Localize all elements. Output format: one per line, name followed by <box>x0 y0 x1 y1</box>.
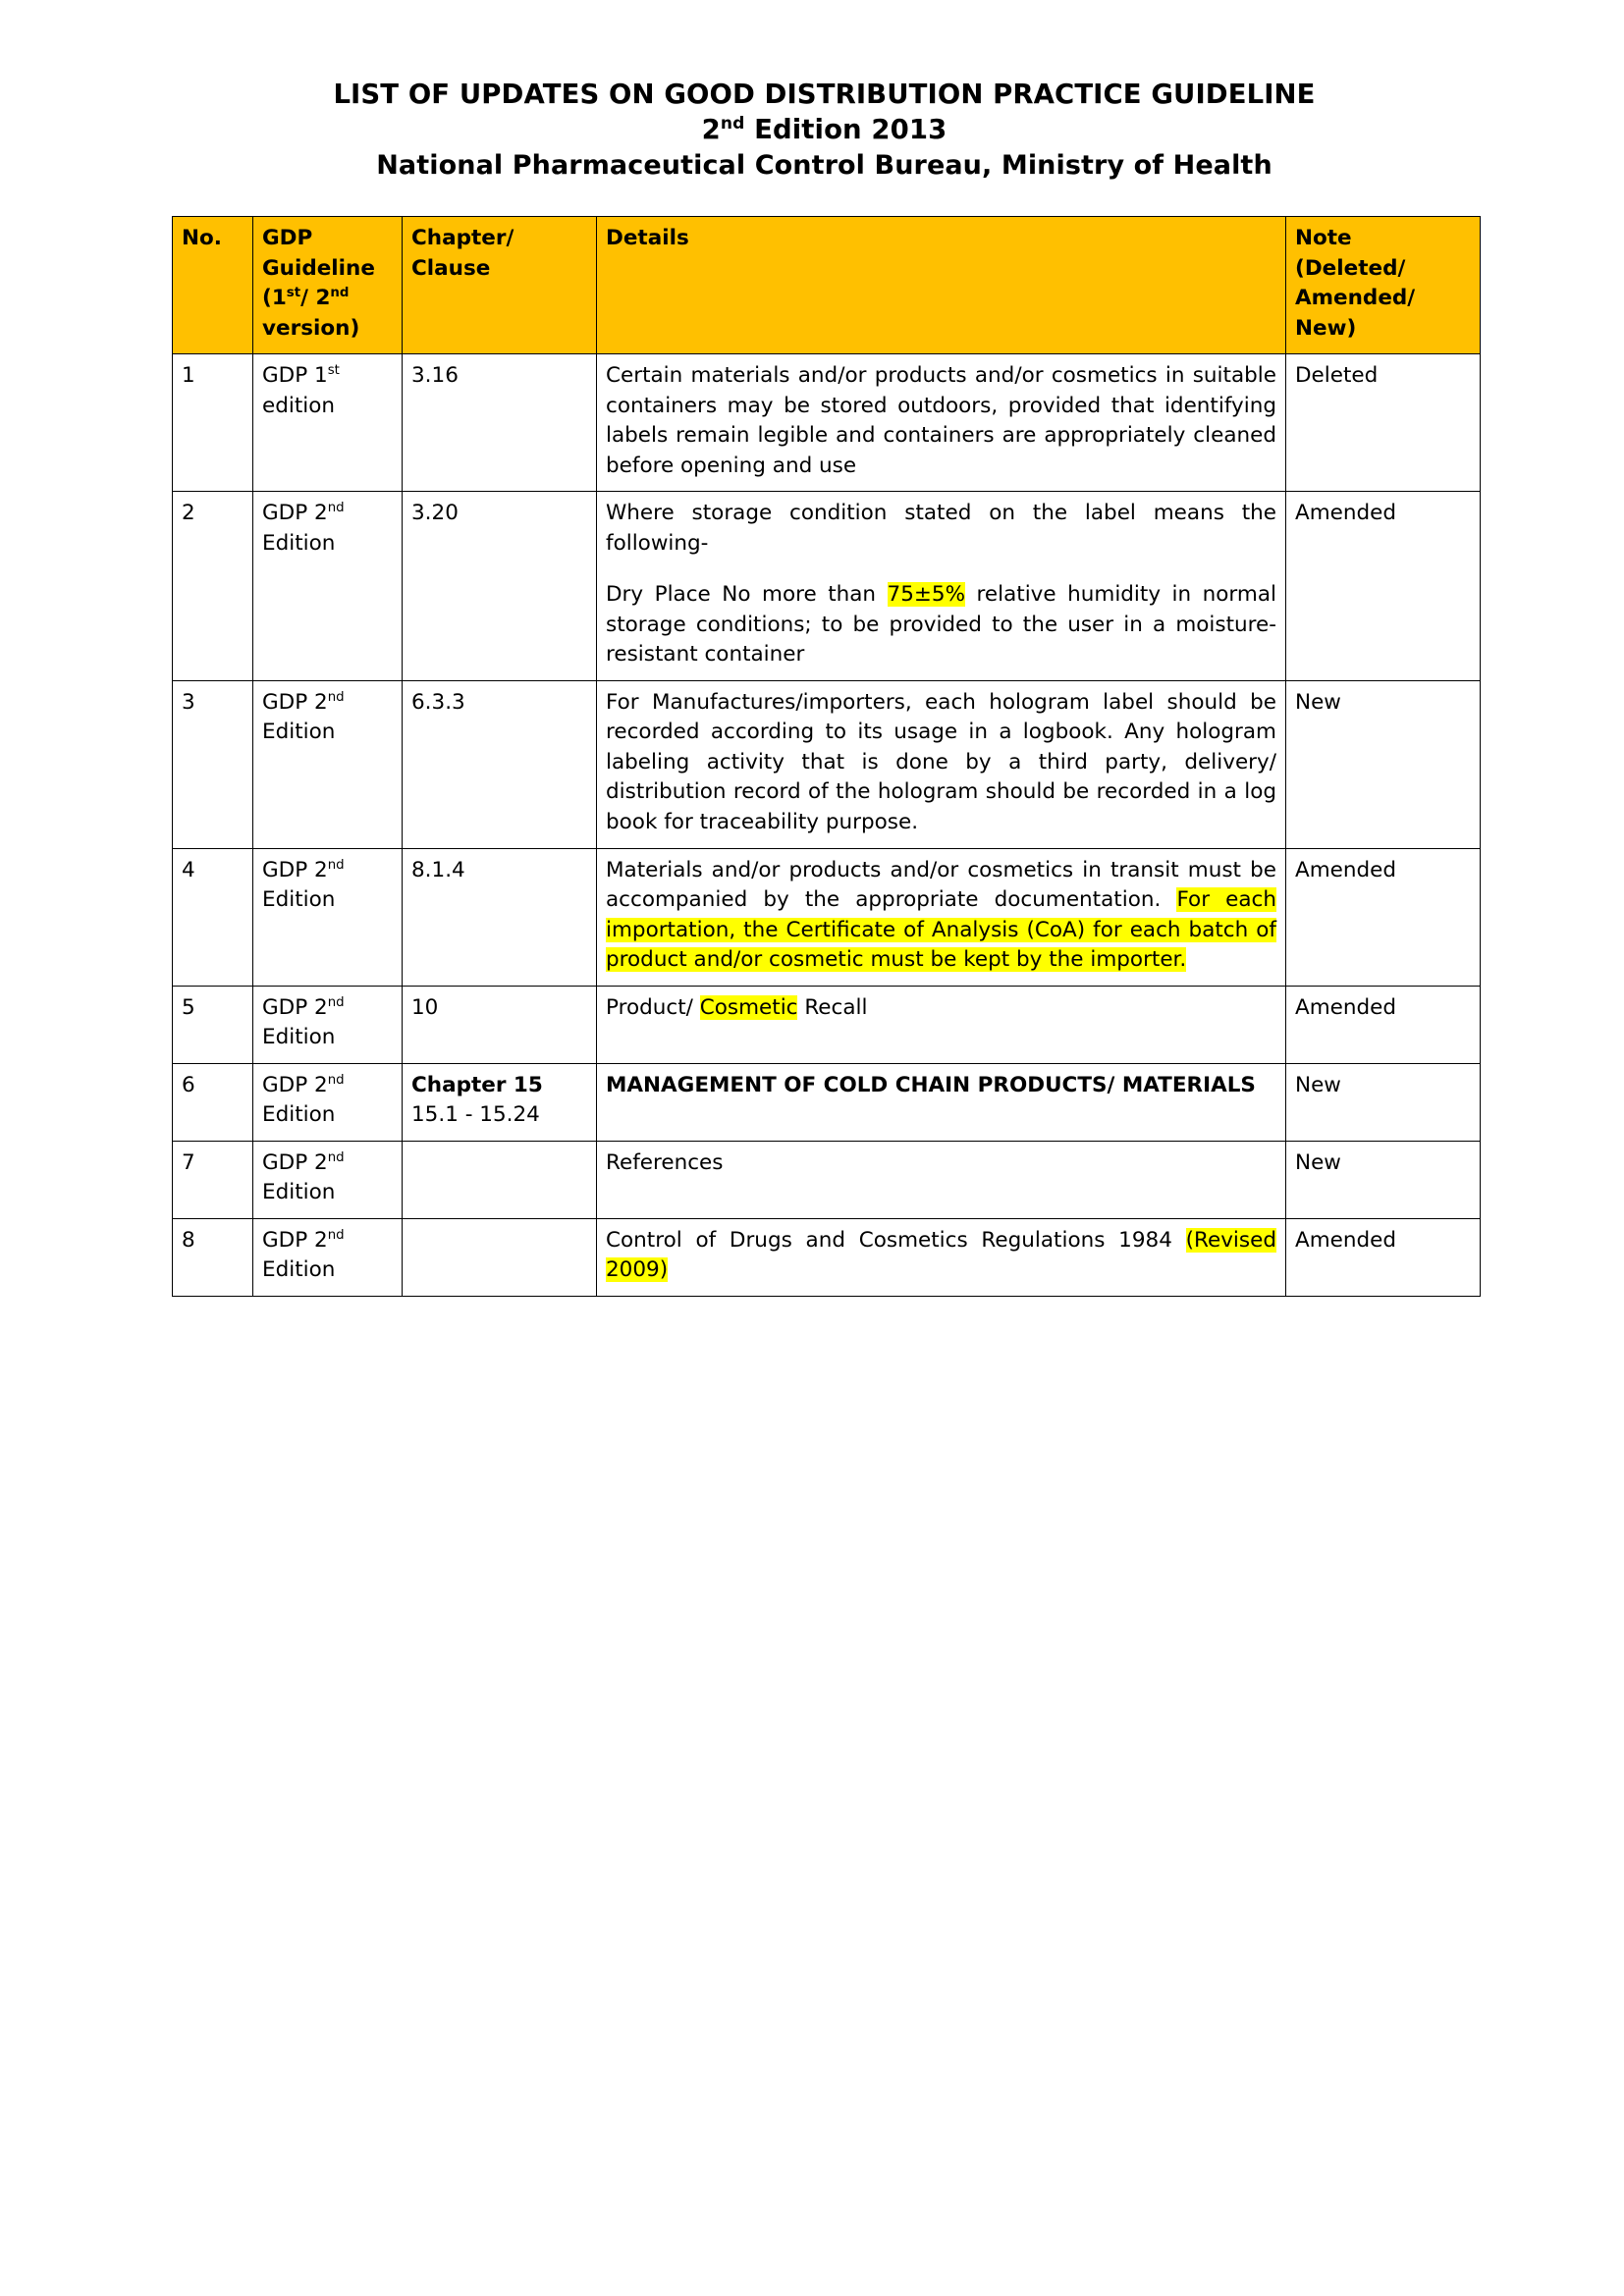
cell-details-text: References <box>606 1149 724 1175</box>
cell-guideline-prefix: GDP 2 <box>262 1149 328 1175</box>
column-header-guideline-sup2: nd <box>330 286 350 301</box>
cell-guideline-prefix: GDP 2 <box>262 689 328 715</box>
cell-details <box>597 354 1286 492</box>
column-header-guideline-sup1: st <box>286 286 301 301</box>
details-text-after-highlight: relative humidity in normal storage conditions; to be provided to the user in a moisture-resistant container <box>606 582 1276 667</box>
details-text-before-highlight: Materials and/or products and/or cosmetics in transit must be accompanied by the appropriate documentation. <box>606 857 1276 913</box>
cell-chapter: 3.20 <box>403 492 597 681</box>
cell-guideline-suffix: Edition <box>262 1257 336 1283</box>
highlighted-text: 75±5% <box>887 582 966 608</box>
column-header-note <box>1286 217 1481 354</box>
title-line-2 <box>172 112 1477 147</box>
cell-chapter-range: 15.1 - 15.24 <box>411 1102 540 1128</box>
column-header-guideline-line1: GDP <box>262 226 313 251</box>
cell-note: New <box>1286 680 1481 848</box>
cell-guideline-sup: st <box>327 363 340 379</box>
table-row <box>173 1141 1481 1218</box>
cell-guideline-sup: nd <box>327 857 345 873</box>
cell-no: 5 <box>173 986 253 1063</box>
cell-guideline <box>253 986 403 1063</box>
column-header-note-line3: Amended/ <box>1295 286 1416 311</box>
table-row <box>173 492 1481 681</box>
cell-no: 6 <box>173 1063 253 1141</box>
cell-guideline-prefix: GDP 2 <box>262 501 328 526</box>
cell-guideline-sup: nd <box>327 994 345 1010</box>
table-row <box>173 848 1481 986</box>
cell-no: 4 <box>173 848 253 986</box>
cell-guideline <box>253 492 403 681</box>
details-text-before-highlight: Dry Place No more than <box>606 582 888 608</box>
column-header-chapter-line2: Clause <box>411 255 491 281</box>
highlighted-text: Cosmetic <box>699 994 798 1020</box>
cell-details <box>597 986 1286 1063</box>
cell-guideline-suffix: edition <box>262 393 336 418</box>
highlighted-text: (Revised 2009) <box>606 1227 1276 1283</box>
cell-details-paragraph-2 <box>606 580 1276 670</box>
cell-chapter <box>403 1063 597 1141</box>
cell-guideline <box>253 1141 403 1218</box>
cell-note: New <box>1286 1063 1481 1141</box>
column-header-chapter <box>403 217 597 354</box>
column-header-no: No. <box>173 217 253 354</box>
title-line-2-suffix: Edition 2013 <box>744 114 947 146</box>
title-line-3: National Pharmaceutical Control Bureau, Ministry of Health <box>376 149 1272 181</box>
column-header-note-line1: Note <box>1295 226 1352 251</box>
cell-guideline <box>253 1063 403 1141</box>
cell-guideline-prefix: GDP 2 <box>262 1227 328 1253</box>
cell-guideline-suffix: Edition <box>262 887 336 913</box>
table-row <box>173 1218 1481 1296</box>
cell-guideline-suffix: Edition <box>262 1102 336 1128</box>
cell-guideline-prefix: GDP 2 <box>262 857 328 882</box>
cell-guideline-suffix: Edition <box>262 1025 336 1050</box>
cell-details <box>597 680 1286 848</box>
cell-note: Amended <box>1286 1218 1481 1296</box>
cell-details-text <box>606 1226 1276 1286</box>
cell-guideline-prefix: GDP 2 <box>262 994 328 1020</box>
cell-details <box>597 848 1286 986</box>
updates-table <box>172 216 1481 1296</box>
column-header-chapter-line1: Chapter/ <box>411 226 514 251</box>
cell-note: Amended <box>1286 492 1481 681</box>
cell-chapter-bold: Chapter 15 <box>411 1072 543 1097</box>
column-header-details: Details <box>597 217 1286 354</box>
highlighted-text: For each importation, the Certificate of Analysis (CoA) for each batch of product and/or cosmetic must be kept by the importer. <box>606 887 1277 973</box>
cell-note: Deleted <box>1286 354 1481 492</box>
cell-details <box>597 1218 1286 1296</box>
cell-details-text <box>606 856 1276 976</box>
cell-chapter: 6.3.3 <box>403 680 597 848</box>
column-header-guideline-line3b: / 2 <box>300 286 331 311</box>
cell-details <box>597 492 1286 681</box>
cell-chapter: 10 <box>403 986 597 1063</box>
cell-guideline <box>253 680 403 848</box>
table-header-row <box>173 217 1481 354</box>
table-row <box>173 680 1481 848</box>
cell-details-text: For Manufactures/importers, each hologram label should be recorded according to its usage in a logbook. Any hologram labeling activity that is done by a third party, delivery/ distribution record of the hologram should be recorded in a log book for traceability purpose. <box>606 689 1276 834</box>
cell-guideline-suffix: Edition <box>262 530 336 556</box>
cell-guideline-sup: nd <box>327 1072 345 1088</box>
cell-details-paragraph-1: Where storage condition stated on the label means the following- <box>606 501 1276 556</box>
cell-details <box>597 1141 1286 1218</box>
column-header-guideline-line4: version) <box>262 315 360 341</box>
table-row <box>173 354 1481 492</box>
cell-guideline-sup: nd <box>327 501 345 516</box>
cell-chapter: 8.1.4 <box>403 848 597 986</box>
cell-note: New <box>1286 1141 1481 1218</box>
cell-no: 3 <box>173 680 253 848</box>
cell-guideline-sup: nd <box>327 1227 345 1243</box>
cell-chapter <box>403 1218 597 1296</box>
cell-chapter <box>403 1141 597 1218</box>
details-text-before-highlight: Control of Drugs and Cosmetics Regulations 1984 <box>606 1227 1186 1253</box>
cell-no: 8 <box>173 1218 253 1296</box>
cell-guideline <box>253 848 403 986</box>
table-row <box>173 1063 1481 1141</box>
cell-details <box>597 1063 1286 1141</box>
cell-guideline <box>253 1218 403 1296</box>
table-row <box>173 986 1481 1063</box>
details-text-after-highlight: Recall <box>797 994 868 1020</box>
cell-details-text <box>606 993 1276 1024</box>
cell-guideline-sup: nd <box>327 689 345 705</box>
cell-note: Amended <box>1286 986 1481 1063</box>
column-header-guideline <box>253 217 403 354</box>
cell-chapter: 3.16 <box>403 354 597 492</box>
cell-guideline-suffix: Edition <box>262 720 336 745</box>
cell-no: 7 <box>173 1141 253 1218</box>
cell-no: 1 <box>173 354 253 492</box>
title-line-2-superscript: nd <box>720 114 745 134</box>
column-header-note-line2: (Deleted/ <box>1295 255 1406 281</box>
details-text-before-highlight: Product/ <box>606 994 700 1020</box>
cell-note: Amended <box>1286 848 1481 986</box>
cell-guideline-prefix: GDP 1 <box>262 363 328 389</box>
cell-guideline-suffix: Edition <box>262 1180 336 1205</box>
title-line-2-prefix: 2 <box>701 114 721 146</box>
cell-details-text: Certain materials and/or products and/or cosmetics in suitable containers may be stored outdoors, provided that identifying labels remain legible and containers are appropriately cleaned before opening and use <box>606 363 1276 478</box>
cell-no: 2 <box>173 492 253 681</box>
column-header-guideline-line3a: (1 <box>262 286 287 311</box>
cell-guideline-prefix: GDP 2 <box>262 1072 328 1097</box>
cell-details-text: MANAGEMENT OF COLD CHAIN PRODUCTS/ MATERIALS <box>606 1072 1256 1097</box>
title-line-1: LIST OF UPDATES ON GOOD DISTRIBUTION PRACTICE GUIDELINE <box>333 79 1316 110</box>
cell-guideline-sup: nd <box>327 1149 345 1165</box>
column-header-guideline-line2: Guideline <box>262 255 375 281</box>
page-title <box>172 77 1477 183</box>
cell-guideline <box>253 354 403 492</box>
column-header-note-line4: New) <box>1295 315 1357 341</box>
